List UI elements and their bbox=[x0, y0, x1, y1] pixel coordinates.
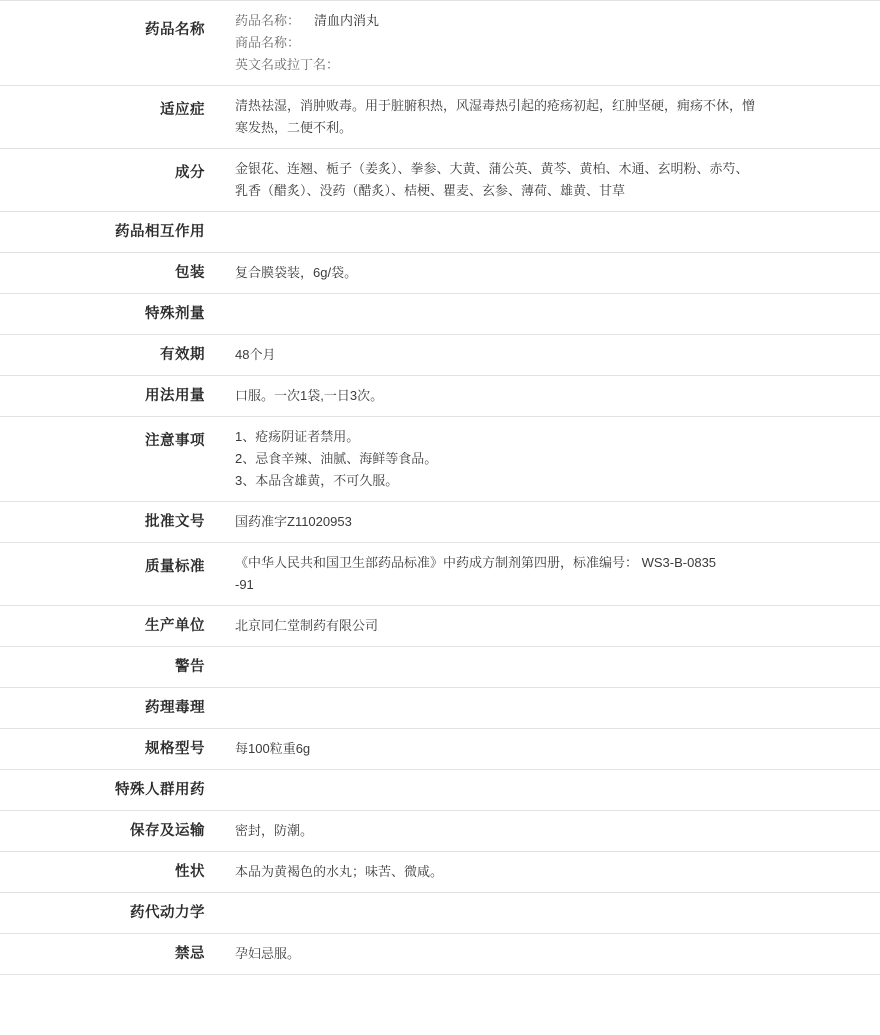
table-row bbox=[0, 934, 880, 975]
table-row bbox=[0, 811, 880, 852]
table-row bbox=[0, 688, 880, 729]
table-row bbox=[0, 606, 880, 647]
table-row bbox=[0, 335, 880, 376]
table-row bbox=[0, 729, 880, 770]
row-value: 北京同仁堂制药有限公司 bbox=[235, 618, 379, 633]
row-label: 禁忌 bbox=[175, 946, 205, 962]
row-value: 口服。一次1袋,一日3次。 bbox=[235, 388, 384, 403]
table-row bbox=[0, 893, 880, 934]
table-row bbox=[0, 543, 880, 606]
table-row bbox=[0, 647, 880, 688]
row-value bbox=[219, 647, 880, 688]
row-value: 孕妇忌服。 bbox=[235, 946, 301, 961]
row-label: 用法用量 bbox=[145, 388, 205, 404]
row-value: 清热祛湿，消肿败毒。用于脏腑积热，风湿毒热引起的疮疡初起，红肿坚硬，痈疡不休，憎 寒发热，二便不利。 bbox=[235, 98, 756, 135]
row-value: 国药准字Z11020953 bbox=[235, 514, 352, 529]
row-value: 48个月 bbox=[235, 347, 276, 362]
table-row bbox=[0, 253, 880, 294]
row-label: 特殊人群用药 bbox=[115, 782, 205, 798]
row-label: 包装 bbox=[175, 265, 205, 281]
sub-row-english-name: 英文名或拉丁名： bbox=[235, 57, 340, 72]
row-value bbox=[219, 1, 880, 86]
row-label: 有效期 bbox=[160, 347, 205, 363]
row-value: 复合膜袋装，6g/袋。 bbox=[235, 265, 358, 280]
row-label: 药品名称 bbox=[145, 22, 205, 38]
row-value: 《中华人民共和国卫生部药品标准》中药成方制剂第四册，标准编号： WS3-B-0835 -91 bbox=[235, 555, 717, 592]
row-label: 药品相互作用 bbox=[115, 224, 205, 240]
row-label: 警告 bbox=[175, 659, 205, 675]
row-value: 每100粒重6g bbox=[235, 741, 311, 756]
row-value bbox=[219, 294, 880, 335]
row-label: 保存及运输 bbox=[130, 823, 205, 839]
row-value bbox=[219, 688, 880, 729]
row-value bbox=[219, 212, 880, 253]
row-label: 规格型号 bbox=[145, 741, 205, 757]
row-value bbox=[219, 770, 880, 811]
table-row bbox=[0, 770, 880, 811]
row-label: 药理毒理 bbox=[145, 700, 205, 716]
table-row bbox=[0, 294, 880, 335]
sub-row-drug-name: 药品名称： 清血内消丸 bbox=[235, 13, 380, 28]
row-value: 本品为黄褐色的水丸；味苦、微咸。 bbox=[235, 864, 444, 879]
row-label: 成分 bbox=[175, 165, 205, 181]
drug-info-table-body bbox=[0, 1, 880, 975]
row-label: 适应症 bbox=[160, 102, 205, 118]
row-label: 特殊剂量 bbox=[145, 306, 205, 322]
row-label: 批准文号 bbox=[145, 514, 205, 530]
row-label: 注意事项 bbox=[145, 433, 205, 449]
table-row bbox=[0, 417, 880, 502]
page-bottom-spacer bbox=[0, 975, 880, 1035]
row-label: 质量标准 bbox=[145, 559, 205, 575]
table-row bbox=[0, 149, 880, 212]
table-row bbox=[0, 852, 880, 893]
row-value: 1、疮疡阴证者禁用。 2、忌食辛辣、油腻、海鲜等食品。 3、本品含雄黄，不可久服。 bbox=[235, 429, 438, 488]
row-value: 密封，防潮。 bbox=[235, 823, 314, 838]
table-row bbox=[0, 376, 880, 417]
table-row bbox=[0, 502, 880, 543]
row-label: 生产单位 bbox=[145, 618, 205, 634]
table-row bbox=[0, 86, 880, 149]
sub-row-trade-name: 商品名称： bbox=[235, 35, 301, 50]
row-label: 性状 bbox=[175, 864, 205, 880]
table-row bbox=[0, 1, 880, 86]
row-value bbox=[219, 893, 880, 934]
table-row bbox=[0, 212, 880, 253]
row-value: 金银花、连翘、栀子（姜炙）、拳参、大黄、蒲公英、黄芩、黄柏、木通、玄明粉、赤芍、 乳香（醋炙）、没药（醋炙）、桔梗、瞿麦、玄参、薄荷、雄黄、甘草 bbox=[235, 161, 749, 198]
row-label: 药代动力学 bbox=[130, 905, 205, 921]
